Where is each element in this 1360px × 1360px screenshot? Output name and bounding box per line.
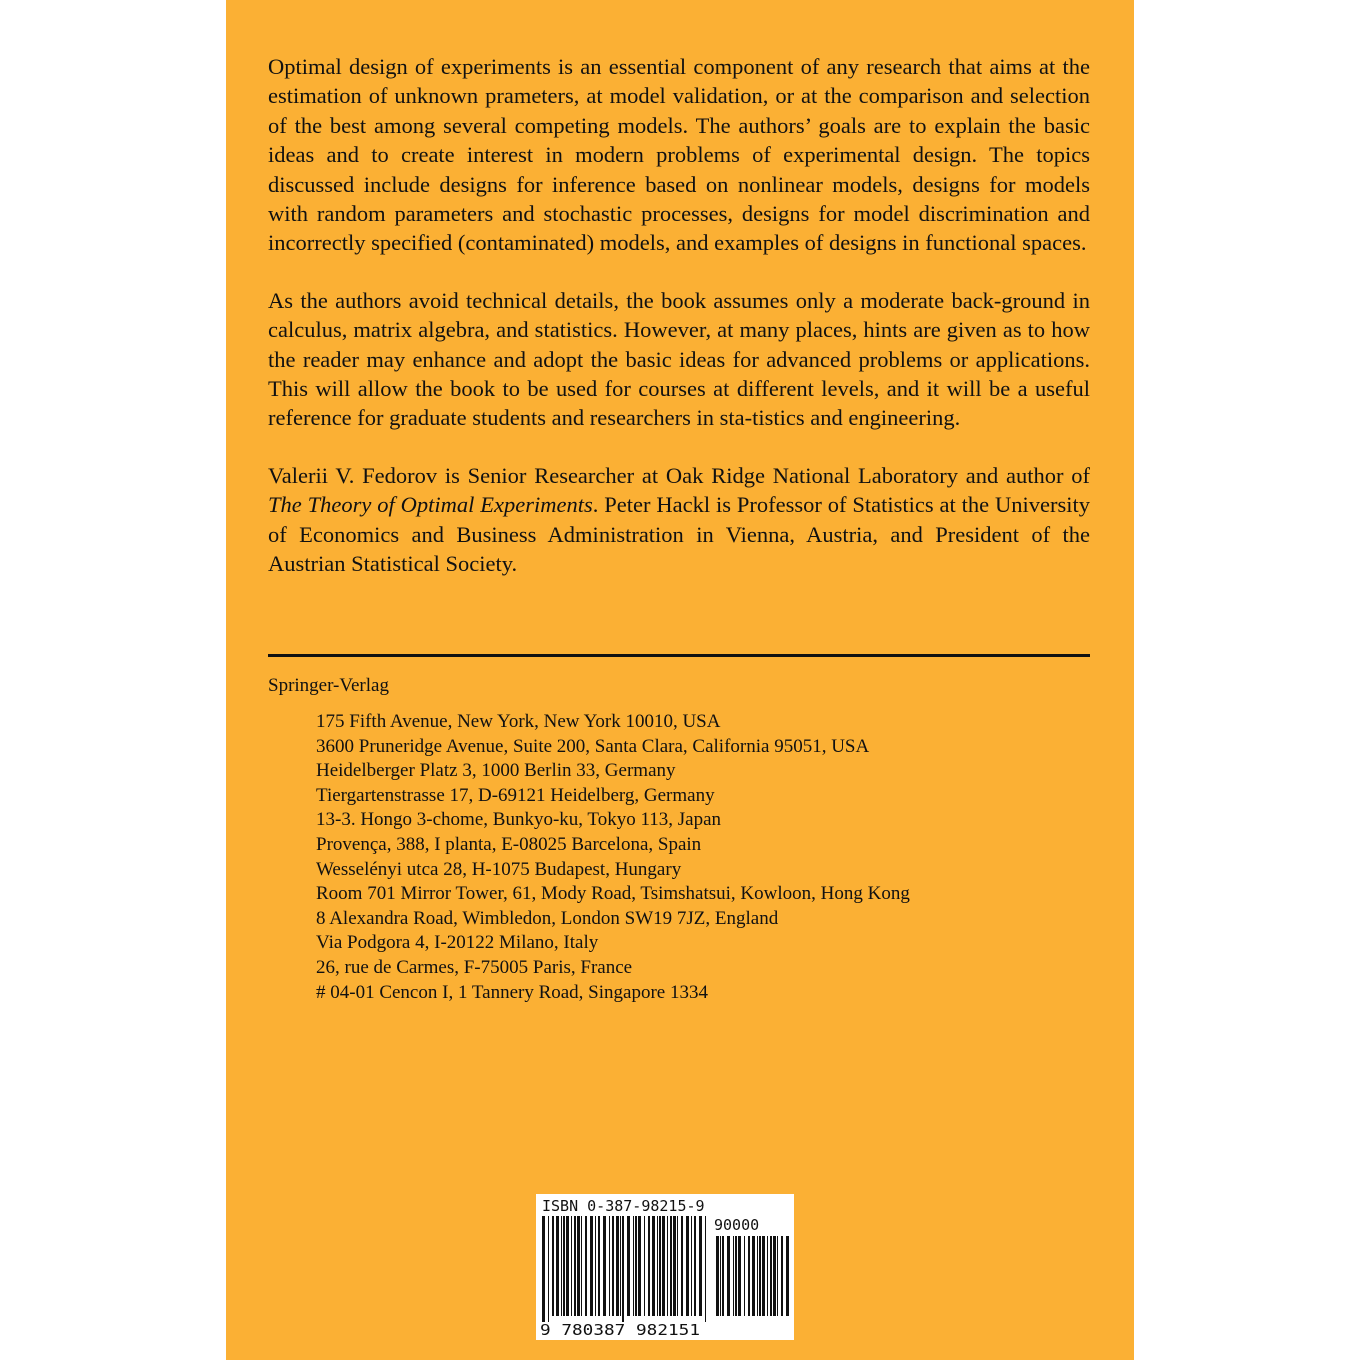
- barcode-bar: [670, 1216, 672, 1316]
- ean-bars: [542, 1216, 706, 1322]
- address-line: 175 Fifth Avenue, New York, New York 10010, USA: [316, 711, 721, 732]
- barcode-bar: [595, 1216, 596, 1316]
- barcode-bar: [627, 1216, 630, 1316]
- barcode-bar: [566, 1216, 569, 1316]
- barcode-bar: [552, 1216, 554, 1316]
- barcode-bar: [762, 1236, 765, 1316]
- barcode-bar: [652, 1216, 655, 1316]
- author-bio-part-1: Valerii V. Fedorov is Senior Researcher at Oak Ridge National Laboratory and author of: [268, 462, 1090, 488]
- address-line: Provença, 388, I planta, E-08025 Barcelona, Spain: [316, 833, 702, 855]
- publisher-name: Springer-Verlag: [268, 675, 389, 696]
- barcode-bar: [759, 1236, 761, 1316]
- barcode-bar: [609, 1216, 610, 1316]
- barcode-bar: [633, 1216, 634, 1316]
- barcode-bar: [677, 1216, 678, 1316]
- barcode-bar: [638, 1216, 641, 1316]
- barcode-bar: [616, 1216, 619, 1316]
- address-line: Heidelberger Platz 3, 1000 Berlin 33, Germany: [316, 760, 676, 782]
- address-line: 26, rue de Carmes, F-75005 Paris, France: [316, 956, 633, 978]
- barcode-bar: [556, 1216, 559, 1316]
- barcode-bar: [603, 1216, 606, 1316]
- address-line: Room 701 Mirror Tower, 61, Mody Road, Tsimshatsui, Kowloon, Hong Kong: [316, 883, 910, 905]
- barcode-bar: [735, 1236, 737, 1316]
- barcode-bar: [635, 1216, 637, 1316]
- address-line: Tiergartenstrasse 17, D-69121 Heidelberg, Germany: [316, 784, 715, 806]
- barcode-bar: [733, 1236, 734, 1316]
- author-bio: [268, 461, 1090, 579]
- barcode-bar: [648, 1216, 650, 1316]
- barcode-bar: [574, 1216, 576, 1316]
- barcode-bar: [767, 1236, 768, 1316]
- barcode-bar: [722, 1236, 724, 1316]
- isbn-text: ISBN 0-387-98215-9: [542, 1197, 705, 1215]
- barcode-bar: [577, 1216, 580, 1316]
- barcode-bar: [748, 1236, 750, 1316]
- barcode-bar: [744, 1236, 745, 1316]
- back-cover: [226, 0, 1134, 1360]
- barcode-bar: [773, 1236, 776, 1316]
- barcode-bar: [622, 1216, 624, 1322]
- barcode-graphic: [536, 1194, 794, 1340]
- barcode-bar: [777, 1236, 778, 1316]
- barcode-bar: [673, 1216, 676, 1316]
- barcode-bar: [694, 1216, 696, 1316]
- barcode-bar: [752, 1236, 755, 1316]
- book-title: The Theory of Optimal Experiments: [268, 492, 593, 518]
- barcode-bar: [548, 1216, 549, 1322]
- barcode-bar: [581, 1216, 582, 1316]
- barcode-bar: [590, 1216, 593, 1316]
- address-line: Via Podgora 4, I-20122 Milano, Italy: [316, 932, 599, 954]
- barcode-bar: [612, 1216, 614, 1316]
- barcode-bar: [657, 1216, 658, 1316]
- barcode-bar: [598, 1216, 600, 1316]
- blurb-paragraph-1: Optimal design of experiments is an essential component of any research that aims at the estimation of unknown prameters, at model validation, or at the comparison and selection of the best among several competing models. The authors’ goals are to explain the basic ideas and to create interest in modern problems of experimental design. The topics discussed include designs for inference based on nonlinear models, designs for models with random parameters and stochastic processes, designs for model discrimination and incorrectly specified (contaminated) models, and examples of designs in functional spaces.: [268, 54, 1090, 256]
- barcode-bar: [781, 1236, 783, 1316]
- barcode-bar: [720, 1236, 721, 1316]
- barcode-bar: [644, 1216, 645, 1316]
- barcode-bar: [738, 1236, 741, 1316]
- barcode-bar: [727, 1236, 730, 1316]
- publisher-addresses: [316, 710, 910, 1005]
- address-line: # 04-01 Cencon I, 1 Tannery Road, Singapore 1334: [316, 981, 708, 1003]
- address-line: 8 Alexandra Road, Wimbledon, London SW19 7JZ, England: [316, 907, 779, 929]
- barcode-bar: [542, 1216, 545, 1322]
- barcode-bar: [757, 1236, 758, 1316]
- author-bio-part-2: . Peter Hackl is Professor of Statistics at the University of Economics and Business Administration in Vienna, Austria, and President of the Austrian Statistical Society.: [268, 492, 1090, 577]
- address-line: Wesselényi utca 28, H-1075 Budapest, Hungary: [316, 858, 682, 880]
- address-line: 13-3. Hongo 3-chome, Bunkyo-ku, Tokyo 113, Japan: [316, 809, 722, 831]
- price-code-text: 90000: [714, 1216, 760, 1234]
- addon-bars: [716, 1236, 789, 1316]
- barcode-bar: [561, 1216, 562, 1316]
- barcode-bar: [681, 1216, 683, 1316]
- blurb: [268, 52, 1090, 607]
- barcode-bar: [786, 1236, 789, 1316]
- barcode-bar: [659, 1216, 661, 1316]
- barcode-bar: [667, 1216, 668, 1316]
- barcode-bar: [662, 1216, 665, 1316]
- barcode-bar: [691, 1216, 692, 1316]
- barcode-bar: [770, 1236, 772, 1316]
- blurb-paragraph-2: As the authors avoid technical details, the book assumes only a moderate back-ground in calculus, matrix algebra, and statistics. However, at many places, hints are given as to how the reader may enhance and adopt the basic ideas for advanced problems or applications. This will allow the book to be used for courses at different levels, and it will be a useful reference for graduate students and researchers in sta-tistics and engineering.: [268, 287, 1090, 431]
- isbn-barcode: [536, 1194, 794, 1340]
- barcode-bar: [686, 1216, 689, 1316]
- barcode-bar: [699, 1216, 702, 1316]
- barcode-bar: [716, 1236, 719, 1316]
- address-line: 3600 Pruneridge Avenue, Suite 200, Santa Clara, California 95051, USA: [316, 735, 870, 757]
- barcode-bar: [571, 1216, 572, 1316]
- ean-digits: 9 780387 982151: [540, 1321, 700, 1339]
- barcode-bar: [585, 1216, 587, 1316]
- barcode-bar: [705, 1216, 706, 1322]
- barcode-bar: [563, 1216, 565, 1316]
- barcode-bar: [620, 1216, 621, 1316]
- divider: [268, 654, 1090, 657]
